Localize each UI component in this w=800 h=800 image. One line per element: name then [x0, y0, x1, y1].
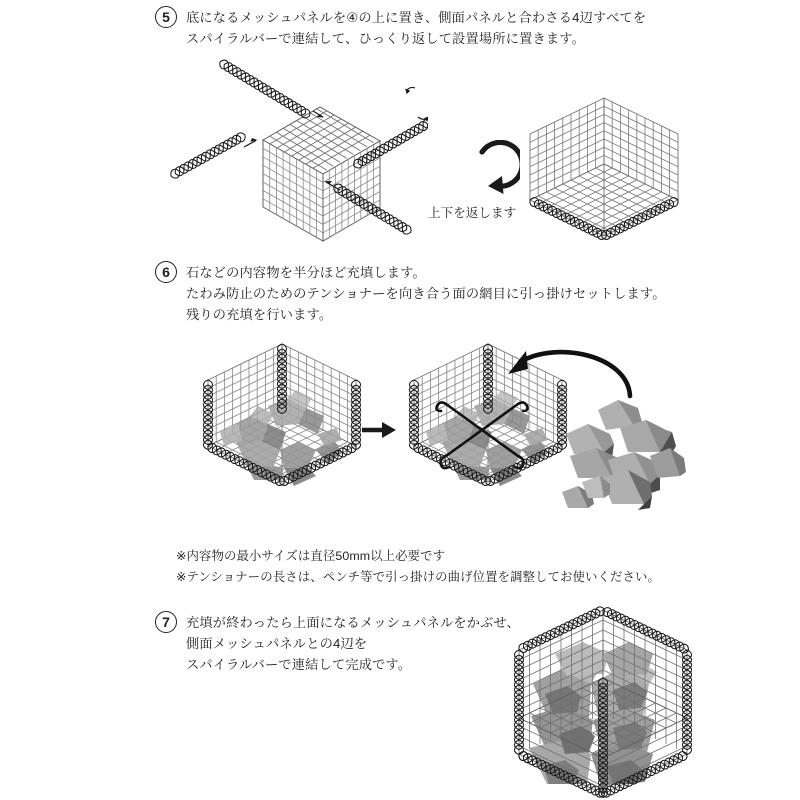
stone-pile-shapes: [562, 400, 686, 510]
note-line-1: ※内容物の最小サイズは直径50mm以上必要です: [176, 549, 446, 563]
figure-flipped-open-basket: [512, 92, 697, 257]
spiral-bar-left: [169, 131, 247, 180]
figure-gabion-half-filled: [190, 336, 375, 516]
step-7-line-2: 側面メッシュパネルとの4辺を: [186, 636, 368, 651]
step-7-line-3: スパイラルバーで連結して完成です。: [186, 657, 412, 672]
step-number-5: 5: [155, 6, 177, 28]
step-6-line-2: たわみ防止のためのテンショナーを向き合う面の網目に引っ掛けセットします。: [186, 286, 666, 301]
note-line-2: ※テンショナーの長さは、ペンチ等で引っ掛けの曲げ位置を調整してお使いください。: [176, 570, 660, 584]
step-6-line-1: 石などの内容物を半分ほど充填します。: [186, 265, 426, 280]
step-6-line-3: 残りの充填を行います。: [186, 307, 333, 322]
step-5-line-1: 底になるメッシュパネルを④の上に置き、側面パネルと合わさる4辺すべてを: [186, 10, 647, 25]
flip-over-label: 上下を返します: [428, 206, 517, 220]
figure-mesh-cube-with-spiral-bars: [168, 48, 428, 253]
figure-completed-gabion: [495, 598, 710, 798]
step-number-7: 7: [155, 611, 177, 633]
step-7-line-1: 充填が終わったら上面になるメッシュパネルをかぶせ、: [186, 615, 520, 630]
spiral-bar-top-left: [218, 58, 312, 120]
step-5-line-2: スパイラルバーで連結して、ひっくり返して設置場所に置きます。: [186, 31, 585, 46]
step-number-6: 6: [155, 261, 177, 283]
process-arrow-right: [362, 418, 400, 442]
figure-stone-pile: [556, 382, 706, 522]
flip-rotation-arrow: [440, 140, 520, 208]
